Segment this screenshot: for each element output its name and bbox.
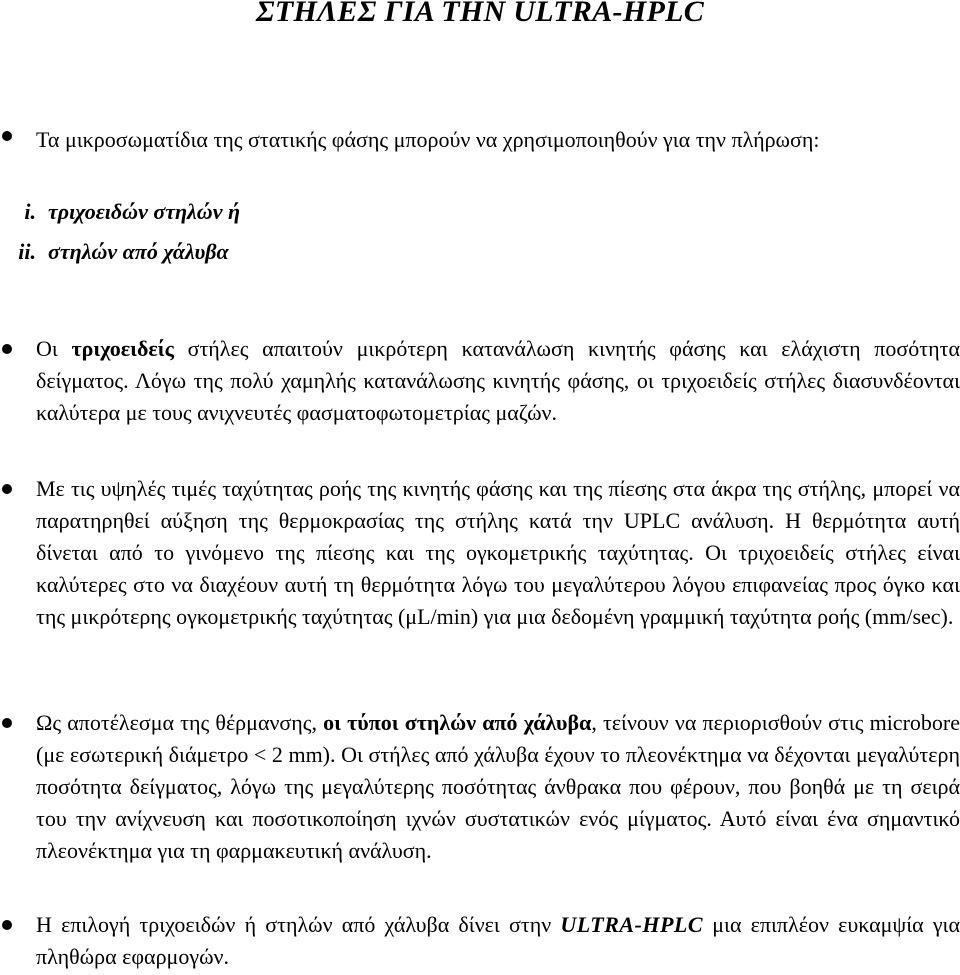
bullet-5-post: μια επιπλέον ευκαμψία για πληθώρα εφαρμογών. (36, 912, 960, 969)
sublist-text-1: τριχοειδών στηλών ή (48, 199, 241, 224)
page-title: ΣΤΗΛΕΣ ΓΙΑ ΤΗΝ ULTRA-HPLC (255, 0, 705, 28)
bullet-1-text: Τα μικροσωματίδια της στατικής φάσης μπορούν να χρησιμοποιηθούν για την πλήρωση: (36, 127, 820, 152)
bullet-4-post: , τείνουν να περιορισθούν στις microbore (με εσωτερική διάμετρο < 2 mm). Οι στήλες από χάλυβα έχουν το πλεονέκτημα να δέχονται μεγαλύτερη ποσότητα δείγματος, λόγω της μεγαλύτερης ποσότητας άνθρακα που φέρουν, που βοηθά με τη σειρά του την ανίχνευση και ποσοτικοποίηση ιχνών συστατικών ενός μίγματος. Αυτό είναι ένα σημαντικό πλεονέκτημα για τη φαρμακευτική ανάλυση. (36, 710, 960, 863)
sublist-item-1 (0, 196, 240, 228)
bullet-4-pre: Ως αποτέλεσμα της θέρμανσης, (36, 710, 324, 735)
bullet-2-text (36, 333, 960, 429)
sublist-item-2 (0, 236, 229, 268)
sublist-numeral-1: i. (24, 199, 36, 224)
bullet-2-bold: τριχοειδείς (71, 336, 174, 361)
sublist-numeral-2: ii. (18, 239, 36, 264)
sublist-text-2: στηλών από χάλυβα (48, 239, 229, 264)
bullet-4-text (36, 707, 960, 867)
bullet-dot (2, 718, 12, 728)
bullet-5-text (36, 909, 960, 973)
bullet-5-brand: ULTRA-HPLC (560, 912, 704, 937)
bullet-dot (2, 484, 12, 494)
bullet-dot (2, 344, 12, 354)
bullet-5-pre: Η επιλογή τριχοειδών ή στηλών από χάλυβα δίνει στην (36, 912, 561, 937)
bullet-dot (2, 131, 12, 141)
bullet-4-bold: οι τύποι στηλών από χάλυβα (323, 710, 592, 735)
bullet-2-pre: Οι (36, 336, 72, 361)
bullet-2-post: στήλες απαιτούν μικρότερη κατανάλωση κινητής φάσης και ελάχιστη ποσότητα δείγματος. Λόγω της πολύ χαμηλής κατανάλωσης κινητής φάσης, οι τριχοειδείς στήλες διασυνδέονται καλύτερα με τους ανιχνευτές φασματοφωτομετρίας μαζών. (36, 336, 960, 425)
bullet-dot (2, 920, 12, 930)
bullet-3-text: Με τις υψηλές τιμές ταχύτητας ροής της κινητής φάσης και της πίεσης στα άκρα της στήλης, μπορεί να παρατηρηθεί αύξηση της θερμοκρασίας της στήλης κατά την UPLC ανάλυση. Η θερμότητα αυτή δίνεται από το γινόμενο της πίεσης και της ογκομετρικής ταχύτητας. Οι τριχοειδείς στήλες είναι καλύτερες στο να διαχέουν αυτή τη θερμότητα λόγω του μεγαλύτερου λόγου επιφανείας προς όγκο και της μικρότερης ογκομετρικής ταχύτητας (μL/min) για μια δεδομένη γραμμική ταχύτητα ροής (mm/sec). (36, 476, 960, 629)
